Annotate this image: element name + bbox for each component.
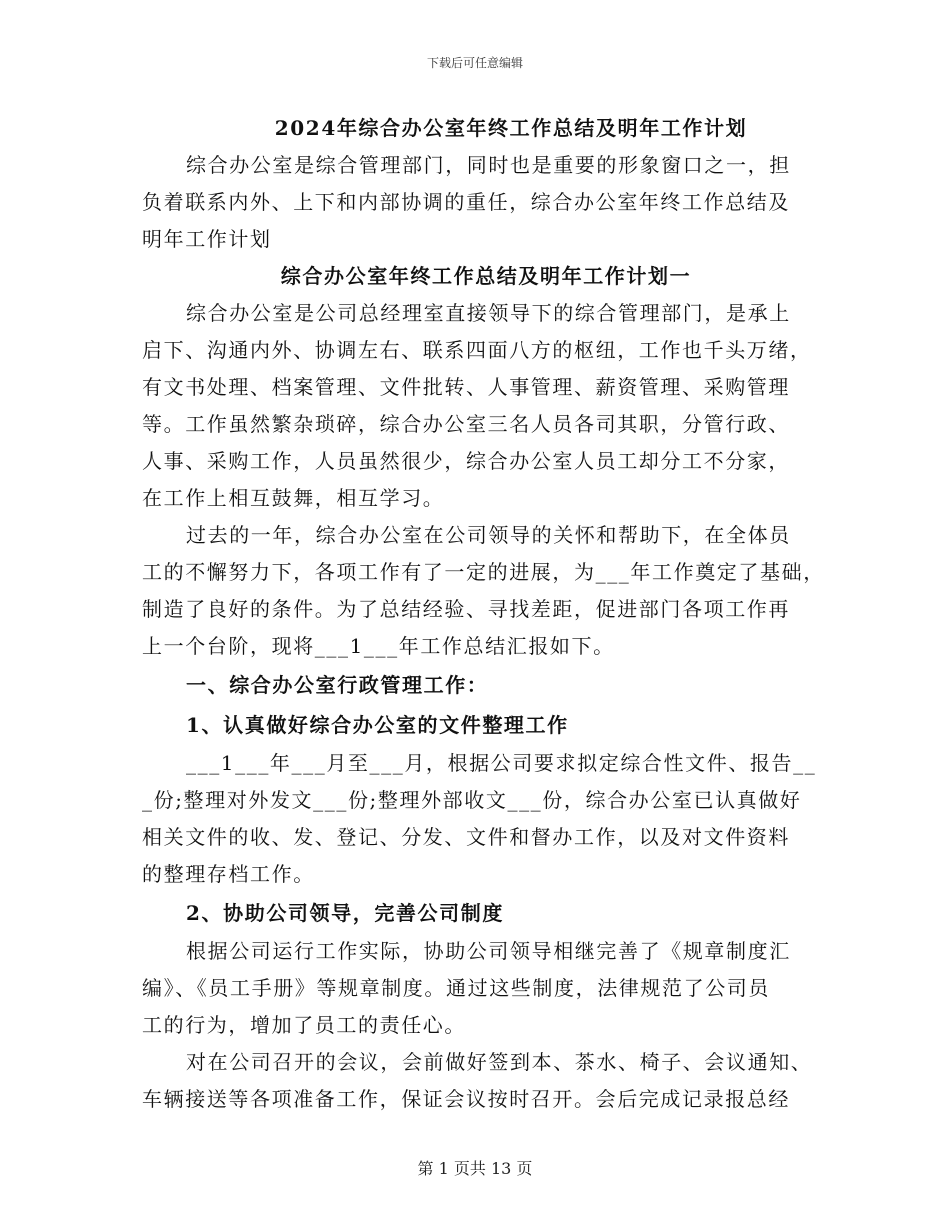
section-heading: 一、综合办公室行政管理工作： bbox=[186, 673, 489, 697]
paragraph-line: 对在公司召开的会议，会前做好签到本、茶水、椅子、会议通知、 bbox=[186, 1050, 813, 1074]
paragraph-line: 工的行为，增加了员工的责任心。 bbox=[142, 1013, 466, 1037]
paragraph-line: 编》、《员工手册》等规章制度。通过这些制度，法律规范了公司员 bbox=[142, 976, 770, 1000]
paragraph-line: 相关文件的收、发、登记、分发、文件和督办工作，以及对文件资料 bbox=[142, 825, 790, 849]
paragraph-line: 上一个台阶，现将___1___年工作总结汇报如下。 bbox=[142, 634, 615, 658]
paragraph-line: _份;整理对外发文___份;整理外部收文___份，综合办公室已认真做好 bbox=[142, 788, 802, 812]
paragraph-line: 有文书处理、档案管理、文件批转、人事管理、薪资管理、采购管理 bbox=[142, 375, 790, 399]
paragraph-line: 制造了良好的条件。为了总结经验、寻找差距，促进部门各项工作再 bbox=[142, 597, 790, 621]
paragraph-line: 等。工作虽然繁杂琐碎，综合办公室三名人员各司其职，分管行政、 bbox=[142, 412, 790, 436]
page-header: 下载后可任意编辑 bbox=[426, 56, 523, 70]
paragraph-line: 过去的一年，综合办公室在公司领导的关怀和帮助下，在全体员 bbox=[186, 523, 791, 547]
paragraph-line: 负着联系内外、上下和内部协调的重任，综合办公室年终工作总结及 bbox=[142, 190, 790, 214]
paragraph-line: 人事、采购工作，人员虽然很少，综合办公室人员工却分工不分家， bbox=[142, 449, 790, 473]
paragraph-line: 车辆接送等各项准备工作，保证会议按时召开。会后完成记录报总经 bbox=[142, 1087, 790, 1111]
page-footer: 第 1 页共 13 页 bbox=[417, 1159, 533, 1178]
paragraph-line: 根据公司运行工作实际，协助公司领导相继完善了《规章制度汇 bbox=[186, 939, 791, 963]
subsection-heading: 2、协助公司领导，完善公司制度 bbox=[186, 901, 504, 925]
paragraph-line: ___1___年___月至___月，根据公司要求拟定综合性文件、报告__ bbox=[186, 751, 817, 775]
paragraph-line: 启下、沟通内外、协调左右、联系四面八方的枢纽，工作也千头万绪， bbox=[142, 338, 812, 362]
paragraph-line: 工的不懈努力下，各项工作有了一定的进展，为___年工作奠定了基础， bbox=[142, 560, 825, 584]
paragraph-line: 综合办公室是综合管理部门，同时也是重要的形象窗口之一，担 bbox=[186, 153, 791, 177]
paragraph-line: 明年工作计划 bbox=[142, 227, 272, 251]
section-title: 综合办公室年终工作总结及明年工作计划一 bbox=[280, 264, 692, 288]
paragraph-line: 在工作上相互鼓舞，相互学习。 bbox=[142, 486, 445, 510]
paragraph-line: 综合办公室是公司总经理室直接领导下的综合管理部门，是承上 bbox=[186, 301, 791, 325]
document-title: 2024年综合办公室年终工作总结及明年工作计划 bbox=[274, 116, 748, 140]
subsection-heading: 1、认真做好综合办公室的文件整理工作 bbox=[186, 713, 569, 737]
paragraph-line: 的整理存档工作。 bbox=[142, 862, 315, 886]
document-body bbox=[142, 110, 825, 1118]
